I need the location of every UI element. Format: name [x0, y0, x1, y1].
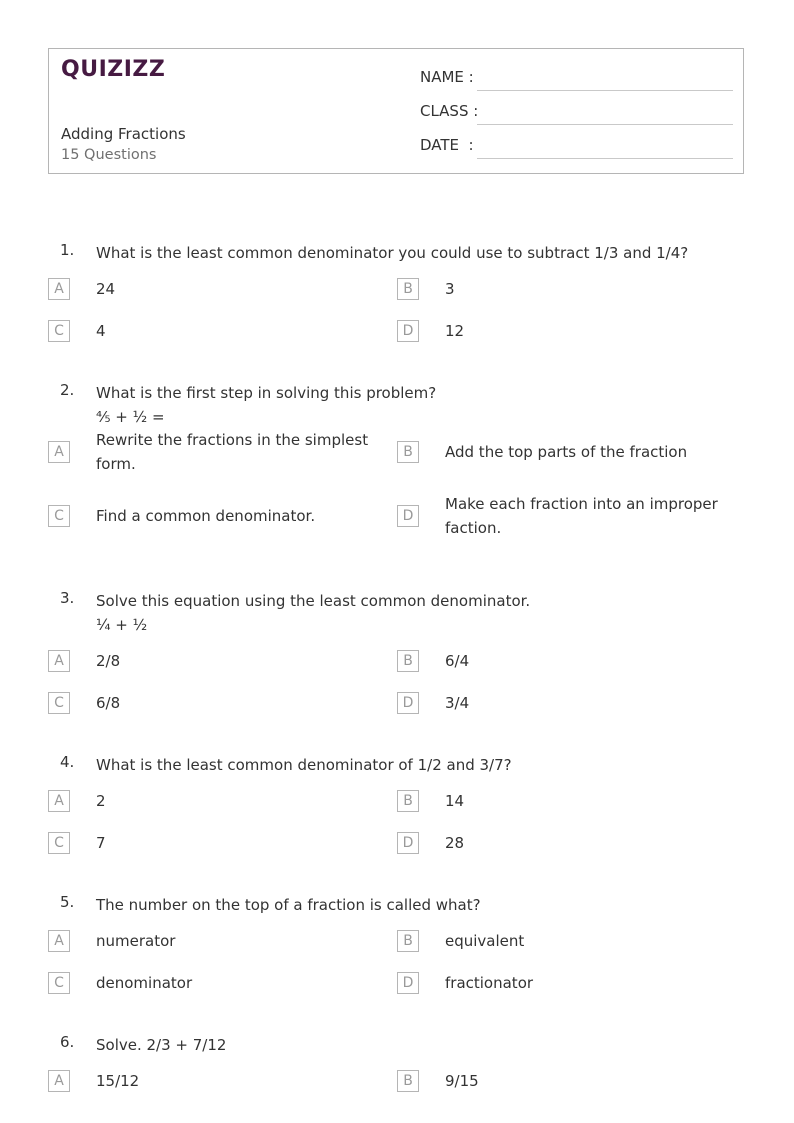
option-text [96, 971, 386, 995]
option-c[interactable] [48, 959, 388, 1007]
option-d[interactable] [397, 959, 737, 1007]
option-a[interactable] [48, 265, 388, 313]
option-letter-box[interactable]: A [48, 930, 70, 952]
option-letter-box[interactable]: D [397, 505, 419, 527]
option-text [96, 428, 386, 476]
option-text-line: 3 [445, 280, 455, 298]
option-letter-box[interactable]: B [397, 1070, 419, 1092]
name-label: NAME : [420, 68, 474, 86]
option-letter-box[interactable]: B [397, 930, 419, 952]
option-text-line: 12 [445, 322, 465, 340]
option-text [96, 831, 386, 855]
question-count: 15 Questions [61, 147, 157, 163]
option-a[interactable] [48, 777, 388, 825]
option-text [445, 492, 735, 540]
option-d[interactable] [397, 492, 737, 540]
option-text-line: Find a common denominator. [96, 507, 316, 525]
option-text-line: 6/4 [445, 652, 470, 670]
question-text [96, 893, 736, 917]
option-text-line: 4 [96, 322, 106, 340]
question-text-line: What is the first step in solving this problem? [96, 384, 437, 402]
option-d[interactable] [397, 679, 737, 727]
option-text-line: 15/12 [96, 1072, 140, 1090]
option-text-line: 24 [96, 280, 116, 298]
option-text-line: 2 [96, 792, 106, 810]
option-b[interactable] [397, 637, 737, 685]
question-text [96, 753, 736, 777]
option-text [96, 691, 386, 715]
option-b[interactable] [397, 428, 737, 476]
question-text [96, 241, 736, 265]
option-b[interactable] [397, 917, 737, 965]
option-text [445, 440, 735, 464]
option-d[interactable] [397, 819, 737, 867]
worksheet-title: Adding Fractions [61, 125, 186, 143]
question-text [96, 589, 736, 637]
option-c[interactable] [48, 679, 388, 727]
option-text [96, 649, 386, 673]
option-text [445, 971, 735, 995]
option-letter-box[interactable]: C [48, 972, 70, 994]
option-text-line: 28 [445, 834, 465, 852]
option-text-line: 7 [96, 834, 106, 852]
question-number: 6. [60, 1033, 75, 1051]
question-text-line: Solve this equation using the least common denominator. [96, 592, 531, 610]
option-b[interactable] [397, 1057, 737, 1105]
option-letter-box[interactable]: A [48, 1070, 70, 1092]
option-text-line: 3/4 [445, 694, 470, 712]
quizizz-logo: QUIZIZZ [61, 57, 166, 82]
option-text [445, 789, 735, 813]
option-a[interactable] [48, 917, 388, 965]
option-text-line: Rewrite the fractions in the simplest [96, 431, 369, 449]
option-text [96, 789, 386, 813]
question-text [96, 1033, 736, 1057]
option-c[interactable] [48, 819, 388, 867]
option-letter-box[interactable]: A [48, 790, 70, 812]
option-a[interactable] [48, 428, 388, 476]
option-a[interactable] [48, 637, 388, 685]
name-field[interactable] [420, 65, 733, 91]
question-text-line: What is the least common denominator you could use to subtract 1/3 and 1/4? [96, 244, 689, 262]
option-b[interactable] [397, 777, 737, 825]
option-text-line: 6/8 [96, 694, 121, 712]
question-number: 2. [60, 381, 75, 399]
option-text-line: fractionator [445, 974, 534, 992]
option-text-line: Make each fraction into an improper [445, 495, 718, 513]
worksheet-header [48, 48, 744, 174]
option-letter-box[interactable]: A [48, 278, 70, 300]
option-letter-box[interactable]: B [397, 441, 419, 463]
question-number: 3. [60, 589, 75, 607]
option-letter-box[interactable]: D [397, 692, 419, 714]
option-text [445, 929, 735, 953]
question-text-line: ⅘ + ½ = [96, 408, 165, 426]
option-letter-box[interactable]: B [397, 278, 419, 300]
option-letter-box[interactable]: C [48, 832, 70, 854]
question-number: 1. [60, 241, 75, 259]
option-letter-box[interactable]: A [48, 650, 70, 672]
option-text [445, 691, 735, 715]
class-line [477, 124, 733, 125]
option-letter-box[interactable]: D [397, 832, 419, 854]
option-letter-box[interactable]: D [397, 320, 419, 342]
option-letter-box[interactable]: C [48, 320, 70, 342]
option-text-line: 2/8 [96, 652, 121, 670]
question-text-line: ¼ + ½ [96, 616, 148, 634]
option-text [96, 1069, 386, 1093]
option-text [445, 277, 735, 301]
option-letter-box[interactable]: A [48, 441, 70, 463]
option-letter-box[interactable]: B [397, 790, 419, 812]
option-letter-box[interactable]: D [397, 972, 419, 994]
option-text [96, 504, 386, 528]
name-line [477, 90, 733, 91]
class-field[interactable] [420, 99, 733, 125]
option-letter-box[interactable]: C [48, 692, 70, 714]
option-text [445, 649, 735, 673]
class-label: CLASS : [420, 102, 479, 120]
option-text [445, 1069, 735, 1093]
question-text-line: What is the least common denominator of 1/2 and 3/7? [96, 756, 512, 774]
option-text-line: form. [96, 455, 136, 473]
option-letter-box[interactable]: C [48, 505, 70, 527]
date-line [477, 158, 733, 159]
option-text [96, 929, 386, 953]
question-number: 5. [60, 893, 75, 911]
option-text-line: faction. [445, 519, 502, 537]
option-text-line: Add the top parts of the fraction [445, 443, 688, 461]
option-text-line: equivalent [445, 932, 525, 950]
question-text-line: Solve. 2/3 + 7/12 [96, 1036, 227, 1054]
option-text-line: denominator [96, 974, 193, 992]
option-c[interactable] [48, 492, 388, 540]
option-text [445, 831, 735, 855]
date-field[interactable] [420, 133, 733, 159]
option-letter-box[interactable]: B [397, 650, 419, 672]
option-b[interactable] [397, 265, 737, 313]
option-d[interactable] [397, 307, 737, 355]
option-text [445, 319, 735, 343]
question-text-line: The number on the top of a fraction is called what? [96, 896, 481, 914]
date-label: DATE : [420, 136, 474, 154]
question-number: 4. [60, 753, 75, 771]
question-text [96, 381, 736, 429]
option-text [96, 277, 386, 301]
option-a[interactable] [48, 1057, 388, 1105]
option-text [96, 319, 386, 343]
option-text-line: 9/15 [445, 1072, 479, 1090]
option-text-line: 14 [445, 792, 465, 810]
option-c[interactable] [48, 307, 388, 355]
option-text-line: numerator [96, 932, 176, 950]
